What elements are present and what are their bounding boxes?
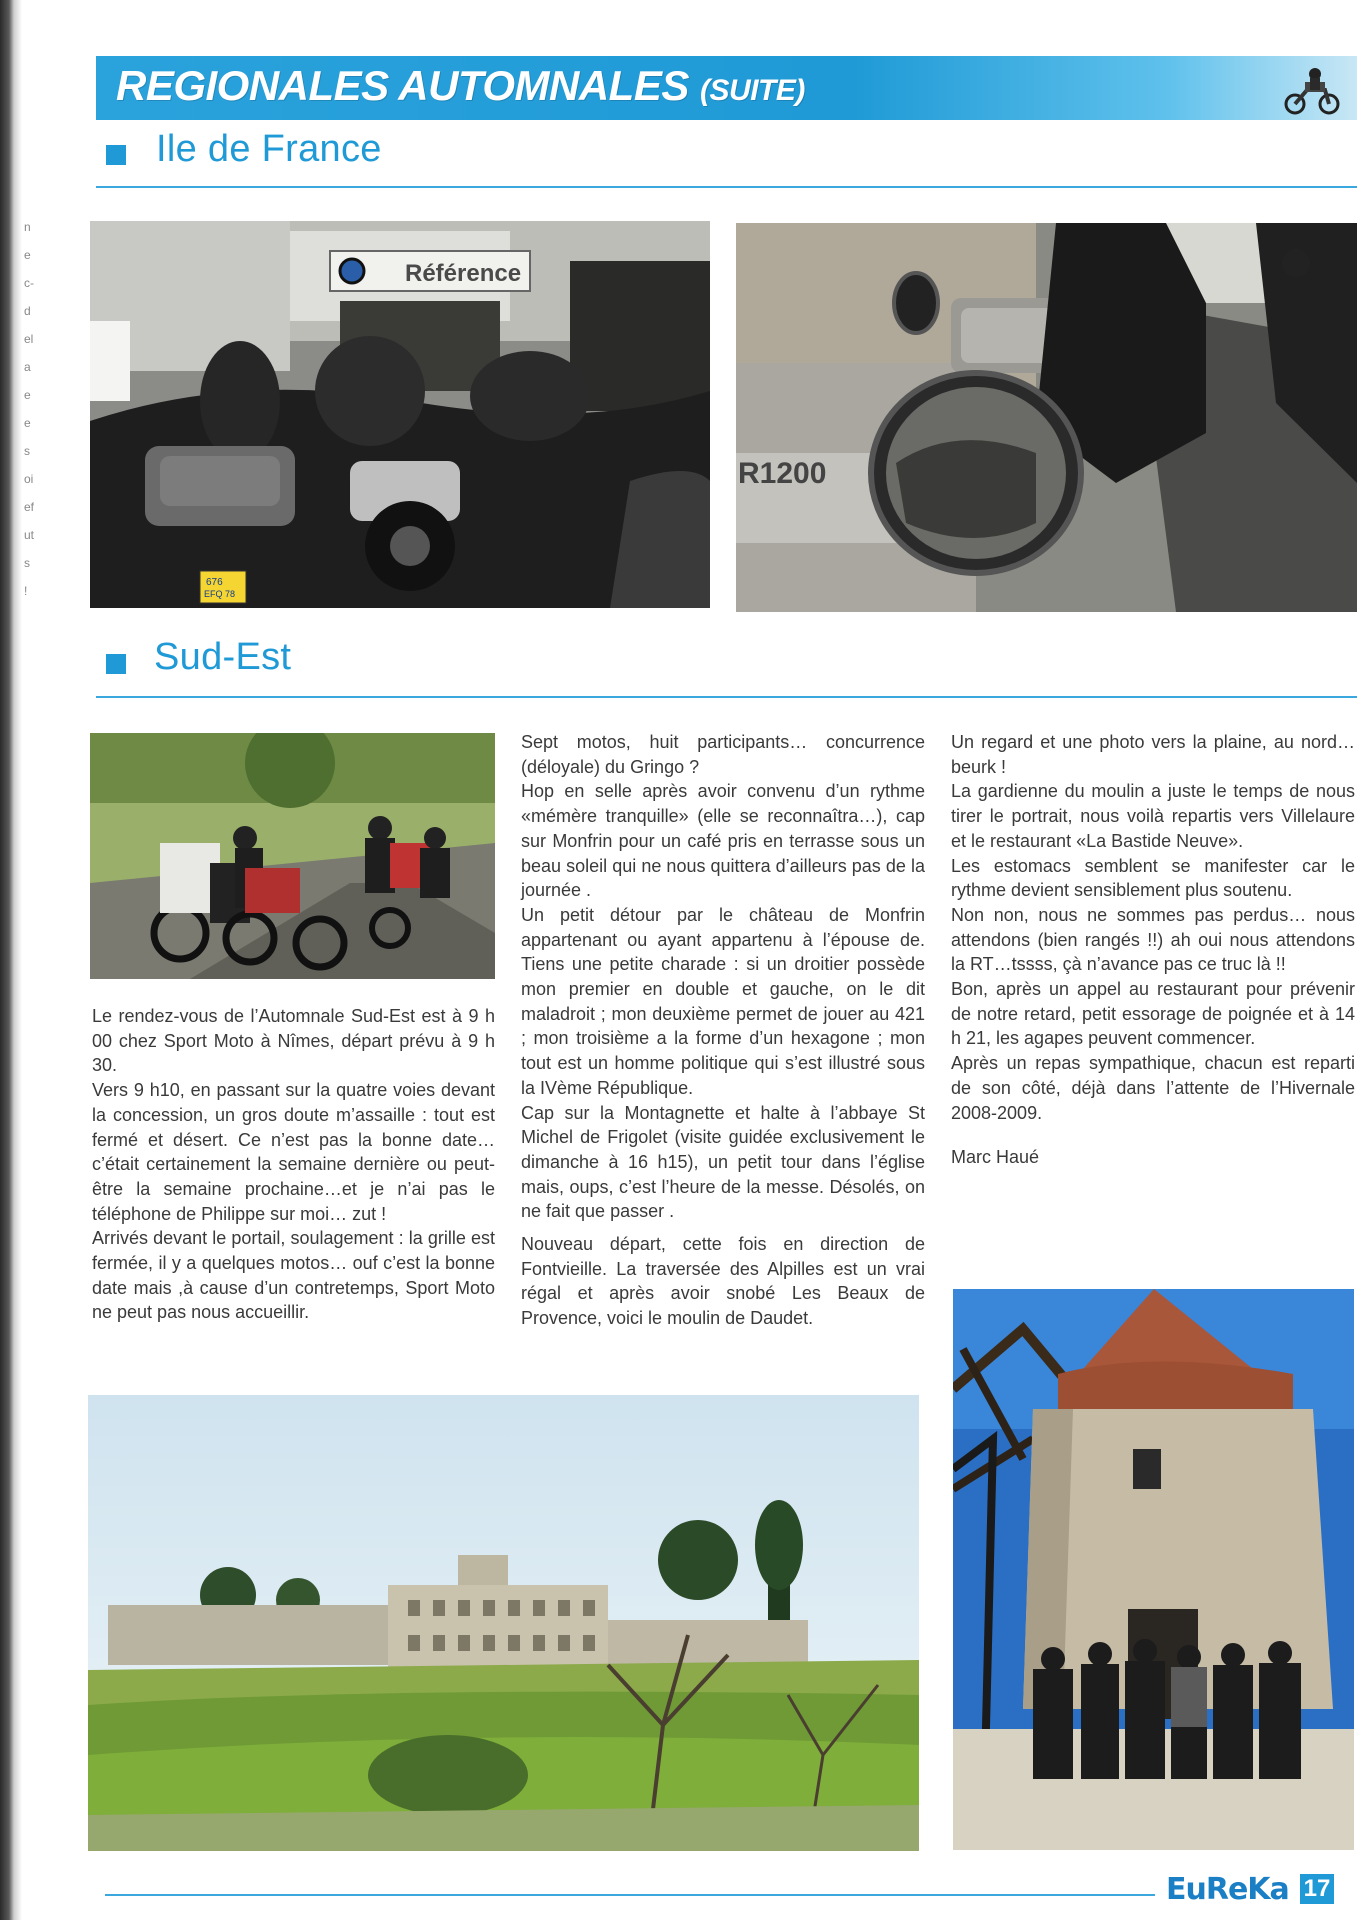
paragraph: Un petit détour par le château de Monfrin appartenant ou ayant appartenu à l’épouse de. Tiens une petite charade : si un droitier possède mon premier en double et gauche, on le dit maladroit ; mon deuxième permet de jouer au 421 ; mon troisième a la forme d’un hexagone ; mon tout est un homme politique qui s’est illustré sous la IVème République. (521, 904, 925, 1098)
license-plate-line1: 676 (206, 577, 223, 588)
paragraph: Nouveau départ, cette fois en direction de Fontvieille. La traversée des Alpilles est un vrai régal et après avoir snobé Les Beaux de Provence, voici le moulin de Daudet. (521, 1234, 925, 1329)
bleed-letter: s (24, 556, 30, 570)
magazine-logo: EuReKa (1166, 1872, 1289, 1907)
section-divider (96, 696, 1357, 698)
bleed-letter: e (24, 248, 31, 262)
paragraph: Cap sur la Montagnette et halte à l’abbaye St Michel de Frigolet (visite guidée exclusivement le dimanche à 16 h15), un petit tour dans l’église mais, oups, c’est l’heure de la messe. Désolés, on ne fait que passer . (521, 1102, 925, 1222)
photo-concession-bmw (90, 221, 710, 608)
concession-sign-text: Référence (405, 260, 522, 287)
article-signature: Marc Haué (951, 1147, 1040, 1168)
bleed-letter: e (24, 388, 31, 402)
bleed-letter: d (24, 304, 31, 318)
photo-riders-group (90, 733, 495, 979)
paragraph: Hop en selle après avoir convenu d’un rythme «mémère tranquille» (elle se reconnaîtra…), cap sur Monfrin pour un café pris en terrasse sous un beau soleil qui ne nous quittera d’ailleurs pas de la journée . (521, 781, 925, 901)
bleed-letter: n (24, 220, 31, 234)
paragraph: Après un repas sympathique, chacun est reparti de son côté, déjà dans l’attente de l’Hivernale 2008-2009. (951, 1053, 1355, 1123)
page-title (116, 62, 805, 110)
bleed-letter: s (24, 444, 30, 458)
section-bullet (106, 145, 126, 165)
page-title-suffix: (SUITE) (700, 74, 805, 107)
bleed-letter: el (24, 332, 34, 346)
bleed-letter: ! (24, 584, 28, 598)
paragraph: Un regard et une photo vers la plaine, au nord…beurk ! (951, 732, 1355, 777)
facing-page-margin-text (24, 220, 42, 680)
footer-divider (105, 1894, 1155, 1896)
bleed-letter: a (24, 360, 31, 374)
bleed-letter: c- (24, 276, 34, 290)
bleed-letter: ut (24, 528, 35, 542)
paragraph: Le rendez-vous de l’Automnale Sud-Est est à 9 h 00 chez Sport Moto à Nîmes, départ prévu à 9 h 30. (92, 1006, 495, 1076)
photo-chateau-landscape (88, 1395, 919, 1851)
section-title-ile-de-france: Ile de France (156, 128, 382, 170)
paragraph: Les estomacs semblent se manifester car le rythme devient sensiblement plus soutenu. (951, 855, 1355, 901)
paragraph: La gardienne du moulin a juste le temps de nous tirer le portrait, nous voilà repartis vers Villelaure et le restaurant «La Bastide Neuve». (951, 781, 1355, 851)
section-bullet (106, 654, 126, 674)
article-column-2 (521, 730, 925, 1331)
bleed-letter: ef (24, 500, 35, 514)
article-column-1 (92, 1004, 495, 1325)
page-binding (0, 0, 22, 1920)
photo-windmill-daudet (953, 1289, 1354, 1850)
photo-motorcycle-mirror (736, 223, 1357, 612)
page-title-main: REGIONALES AUTOMNALES (116, 62, 689, 109)
paragraph: Vers 9 h10, en passant sur la quatre voies devant la concession, un gros doute m’assaille : tout est fermé et désert. Ce n’est pas la bonne date… c’était certainement la semaine dernière ou peut-être la semaine prochaine…et je n’ai pas le téléphone de Philippe sur moi… zut ! (92, 1080, 495, 1224)
header-banner (96, 56, 1357, 120)
motorcycle-icon (1277, 60, 1347, 116)
license-plate-line2: EFQ 78 (204, 589, 236, 599)
section-title-sud-est: Sud-Est (154, 636, 292, 678)
bleed-letter: oi (24, 472, 34, 486)
section-divider (96, 186, 1357, 188)
paragraph: Non non, nous ne sommes pas perdus… nous attendons (bien rangés !!) ah oui nous attendons la RT…tssss, çà n’avance pas ce truc là !! (951, 904, 1355, 975)
paragraph: Bon, après un appel au restaurant pour prévenir de notre retard, petit essorage de poignée et à 14 h 21, les agapes peuvent commencer. (951, 979, 1355, 1049)
bike-model-text: R1200 (738, 457, 827, 490)
page-number: 17 (1300, 1874, 1334, 1904)
paragraph: Sept motos, huit participants… concurrence (déloyale) du Gringo ? (521, 732, 925, 777)
bleed-letter: e (24, 416, 31, 430)
paragraph: Arrivés devant le portail, soulagement : la grille est fermée, il y a quelques motos… ouf c’est la bonne date mais ,à cause d’un contretemps, Sport Moto ne peut pas nous accueillir. (92, 1228, 495, 1323)
article-column-3 (951, 730, 1355, 1170)
